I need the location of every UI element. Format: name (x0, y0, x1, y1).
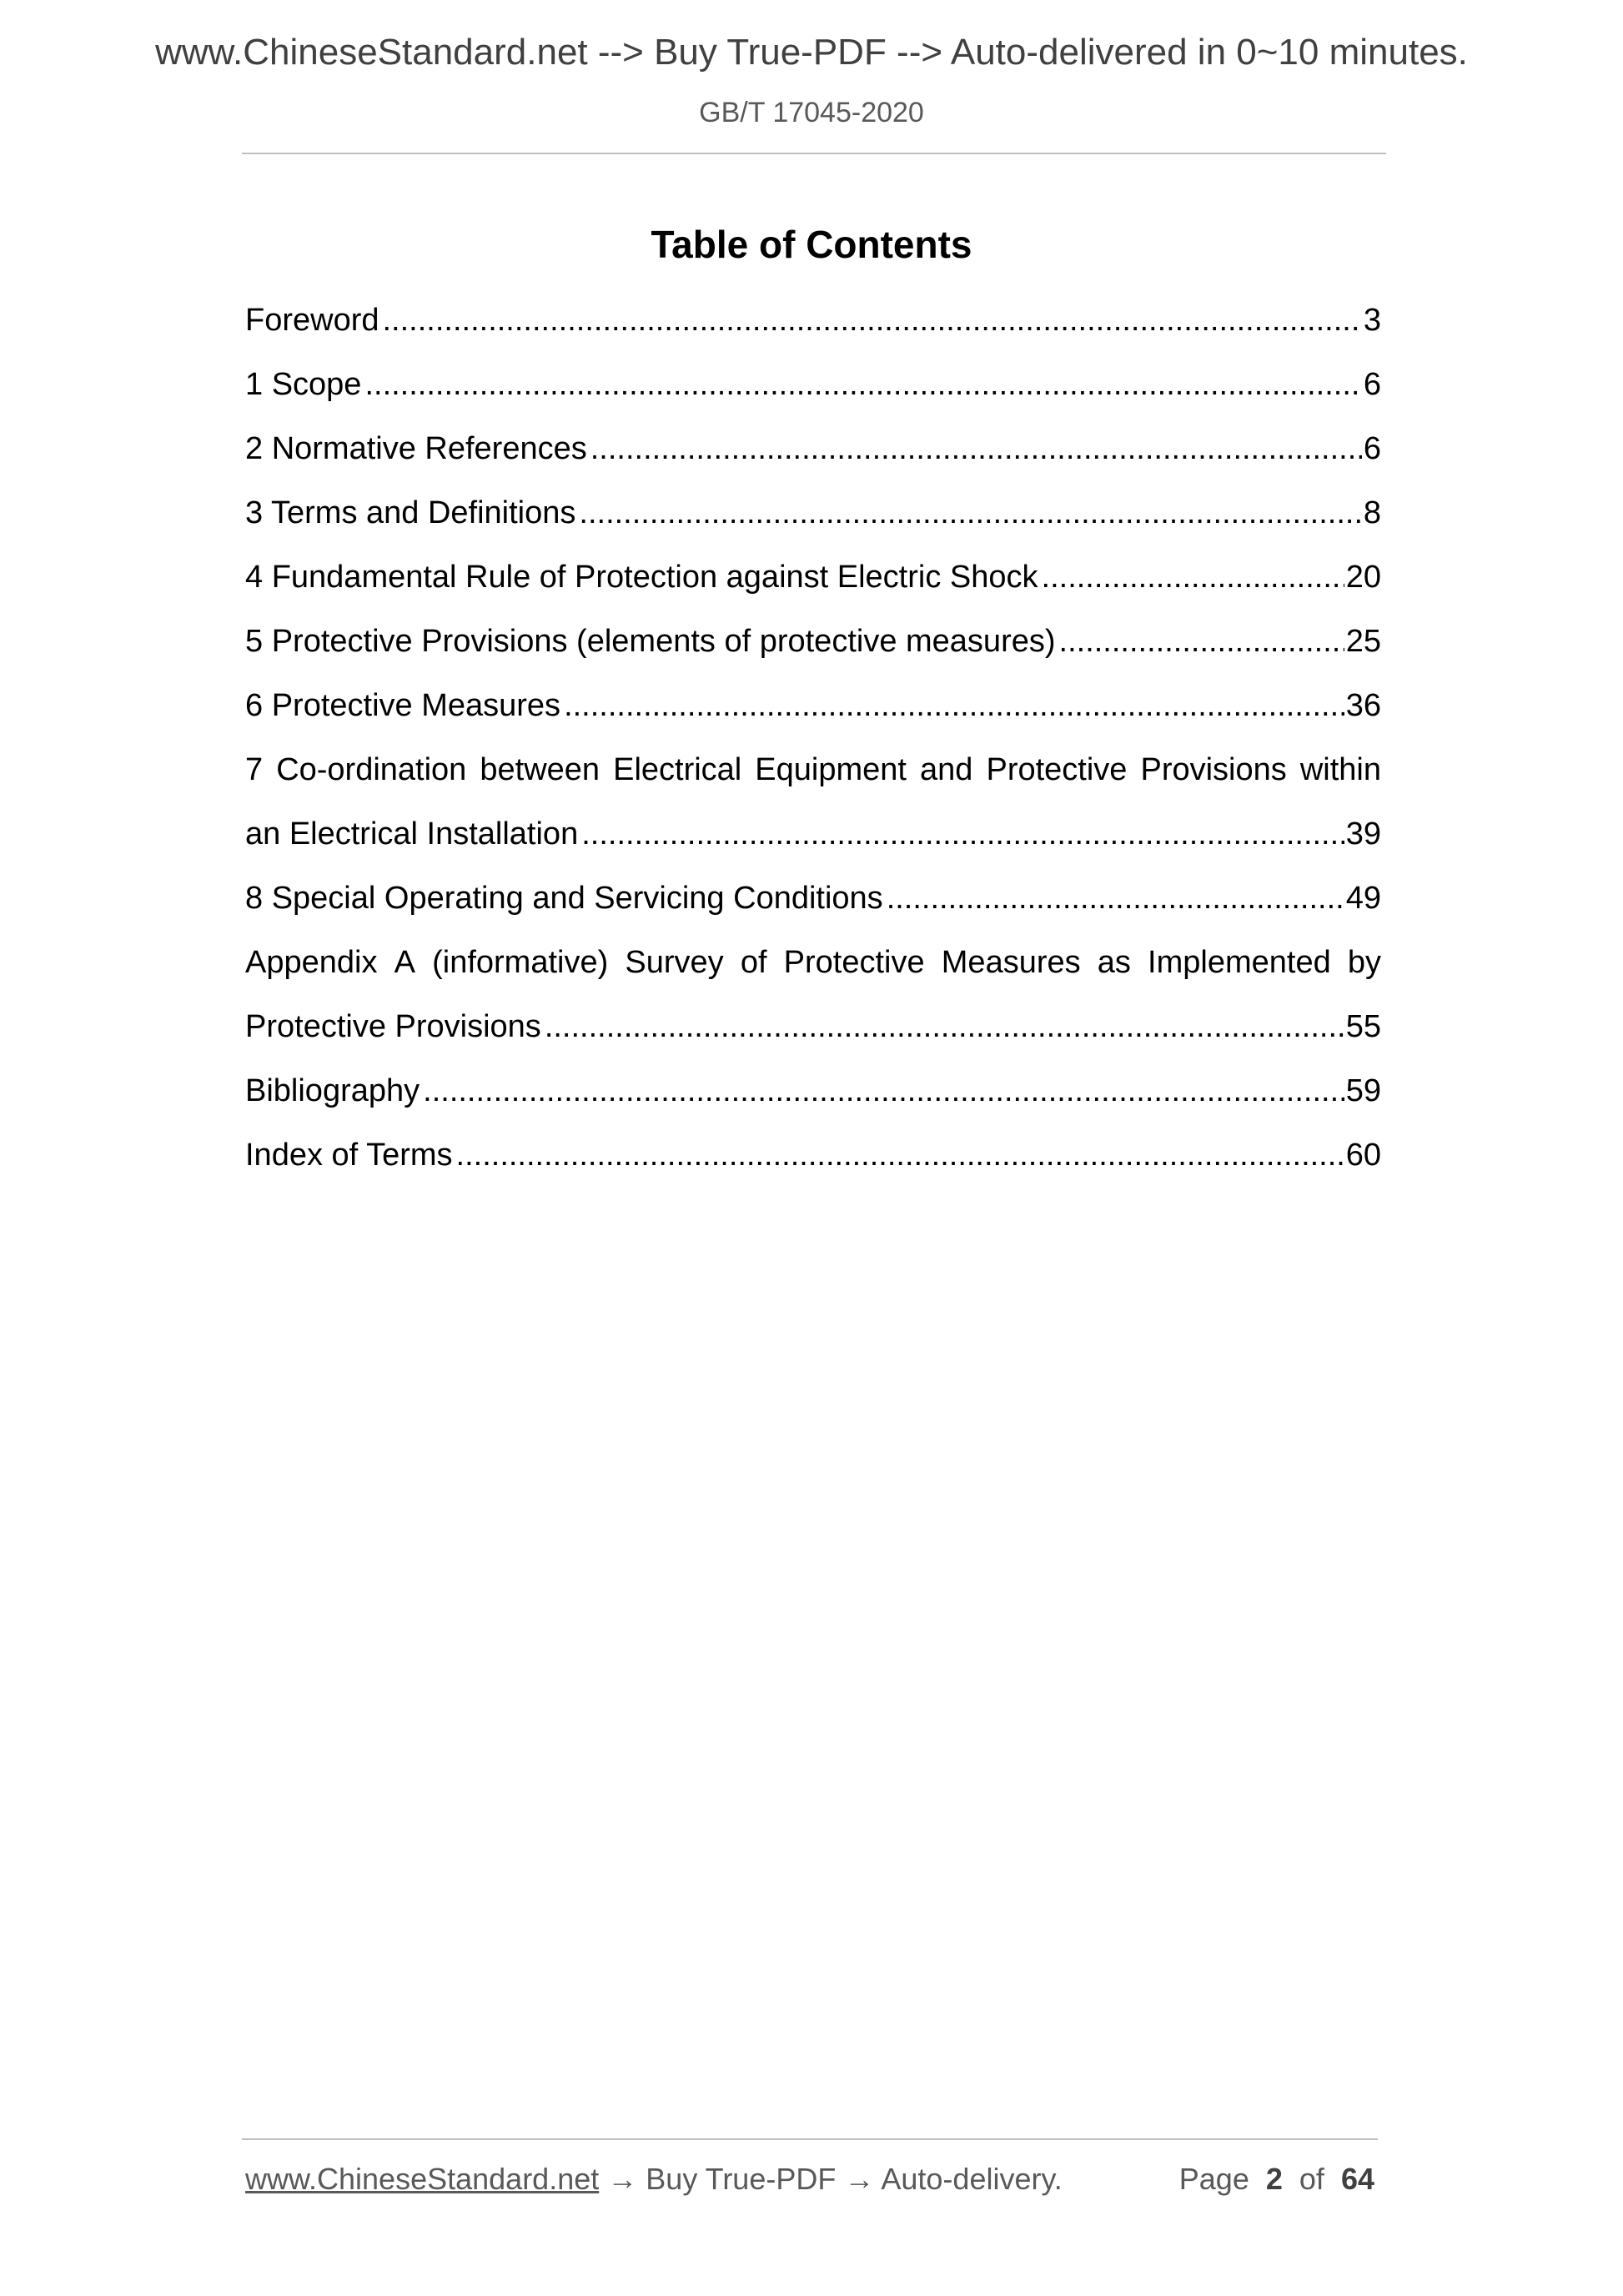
header-divider (242, 153, 1386, 154)
footer-delivery-text: Auto-delivery. (881, 2162, 1063, 2196)
toc-word: 7 (245, 752, 264, 787)
toc-entry-label: an Electrical Installation (245, 816, 579, 852)
toc-entry-page: 55 (1345, 1009, 1381, 1044)
toc-word: Measures (941, 945, 1081, 980)
toc-title: Table of Contents (651, 223, 972, 266)
toc-entry-page: 6 (1363, 367, 1381, 402)
site-banner: www.ChineseStandard.net --> Buy True-PDF --> Auto-delivered in 0~10 minutes. (155, 32, 1468, 73)
toc-entry-label: Bibliography (245, 1073, 420, 1108)
arrow-right-icon: → (844, 2162, 875, 2196)
toc-word: and (920, 752, 973, 787)
toc-entry-page: 3 (1363, 303, 1381, 338)
toc-entry-label: Foreword (245, 303, 379, 338)
toc-entry-protective-measures[interactable] (245, 679, 1381, 743)
toc-entry-foreword[interactable] (245, 294, 1381, 358)
toc-leader-dots (581, 807, 1344, 861)
toc-entry-label: 5 Protective Provisions (elements of protective measures) (245, 624, 1056, 659)
toc-leader-dots (887, 872, 1344, 925)
toc-entry-label: 6 Protective Measures (245, 688, 561, 723)
toc-entry-bibliography[interactable] (245, 1064, 1381, 1128)
toc-leader-dots (545, 1000, 1344, 1053)
toc-entry-page: 20 (1345, 560, 1381, 595)
toc-leader-dots (1042, 550, 1344, 604)
toc-word: within (1299, 752, 1381, 787)
toc-entry-page: 59 (1345, 1073, 1381, 1108)
footer-buy-text: Buy True-PDF (646, 2162, 837, 2196)
toc-entry-label: 8 Special Operating and Servicing Conditions (245, 881, 883, 916)
toc-entry-normative-references[interactable] (245, 422, 1381, 486)
toc-entry-page: 60 (1345, 1138, 1381, 1173)
toc-word: Protective (986, 752, 1128, 787)
toc-entry-label: 3 Terms and Definitions (245, 495, 576, 530)
footer-promo (245, 2162, 1063, 2197)
toc-word: Implemented (1148, 945, 1331, 980)
standard-code: GB/T 17045-2020 (699, 97, 924, 128)
page-total: 64 (1340, 2162, 1374, 2196)
toc-leader-dots (564, 679, 1344, 732)
toc-entry-label: 4 Fundamental Rule of Protection against Electric Shock (245, 560, 1038, 595)
toc-leader-dots (590, 422, 1362, 475)
toc-entry-label: 1 Scope (245, 367, 362, 402)
page-word: Page (1178, 2162, 1249, 2196)
arrow-right-icon: → (607, 2162, 638, 2196)
toc-word: between (480, 752, 600, 787)
toc-word: by (1347, 945, 1381, 980)
toc-word: Electrical (613, 752, 742, 787)
toc-entry-page: 25 (1345, 624, 1381, 659)
toc-word: A (394, 945, 415, 980)
toc-word: (informative) (432, 945, 609, 980)
toc-word: Co-ordination (276, 752, 467, 787)
toc-leader-dots (579, 486, 1361, 540)
toc-entry-page: 8 (1363, 495, 1381, 530)
toc-entry-label: Index of Terms (245, 1138, 453, 1173)
toc-entry-page: 39 (1345, 816, 1381, 852)
toc-word: Survey (625, 945, 724, 980)
toc-entry-page: 49 (1345, 881, 1381, 916)
toc-word: Protective (783, 945, 925, 980)
toc-leader-dots (423, 1064, 1344, 1118)
of-word: of (1299, 2162, 1324, 2196)
toc-leader-dots (456, 1128, 1344, 1182)
page-number (1179, 2162, 1374, 2197)
toc-entry-coordination-line2[interactable] (245, 807, 1381, 872)
toc-leader-dots (1059, 615, 1344, 668)
toc-entry-terms-definitions[interactable] (245, 486, 1381, 550)
toc-word: Appendix (245, 945, 378, 980)
toc-entry-index-of-terms[interactable] (245, 1128, 1381, 1193)
footer-site-link[interactable]: www.ChineseStandard.net (245, 2162, 600, 2196)
toc-entry-appendix-a-line2[interactable] (245, 1000, 1381, 1064)
toc-entry-special-conditions[interactable] (245, 872, 1381, 936)
toc-entry-label: Protective Provisions (245, 1009, 541, 1044)
toc-word: as (1097, 945, 1131, 980)
toc-word: of (740, 945, 767, 980)
toc-entry-page: 36 (1345, 688, 1381, 723)
toc-entry-fundamental-rule[interactable] (245, 550, 1381, 615)
footer-divider (242, 2138, 1378, 2140)
toc-word: Provisions (1140, 752, 1287, 787)
toc-entry-page: 6 (1363, 431, 1381, 466)
toc-leader-dots (364, 358, 1361, 411)
page-current: 2 (1265, 2162, 1283, 2196)
toc-entry-label: 2 Normative References (245, 431, 587, 466)
table-of-contents (245, 294, 1381, 1193)
toc-entry-scope[interactable] (245, 358, 1381, 422)
toc-word: Equipment (755, 752, 907, 787)
toc-entry-protective-provisions[interactable] (245, 615, 1381, 679)
toc-entry-coordination-line1[interactable] (245, 743, 1381, 807)
toc-leader-dots (383, 294, 1362, 347)
toc-entry-appendix-a-line1[interactable] (245, 936, 1381, 1000)
